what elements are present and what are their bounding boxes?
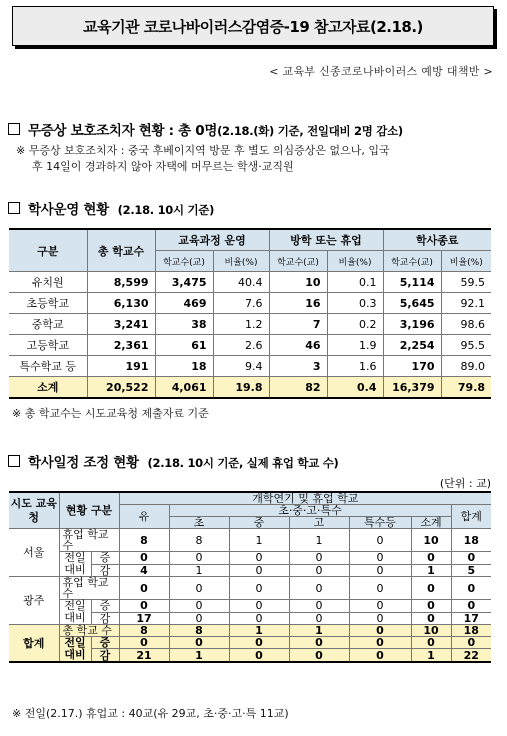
header-grand-total: 합계: [451, 505, 491, 529]
header-subtotal: 소계: [411, 517, 451, 529]
table-cell: 0: [229, 577, 289, 600]
header-k12: 초·중·고·특수: [169, 505, 451, 517]
header-ratio: 비율(%): [441, 251, 491, 272]
table-cell: 1: [169, 564, 229, 577]
checkbox-square-icon: [8, 123, 20, 135]
table-cell: 16: [269, 293, 327, 314]
table-row: [9, 529, 491, 552]
header-total: 총 학교수: [87, 229, 155, 272]
table-cell: 18: [451, 529, 491, 552]
source-label: < 교육부 신종코로나바이러스 예방 대책반 >: [269, 65, 493, 78]
table-row: [9, 577, 491, 600]
prev-label: 전일: [64, 551, 86, 564]
table-cell: 0: [349, 600, 411, 613]
section2-note: ※ 총 학교수는 시도교육청 제출자료 기준: [12, 407, 209, 420]
header-kinder: 유: [119, 505, 169, 529]
table-cell: 0: [289, 577, 349, 600]
table-cell: 1.6: [327, 356, 383, 377]
table-cell: 2,361: [87, 335, 155, 356]
table-cell: 61: [155, 335, 213, 356]
table-cell: 2.6: [213, 335, 269, 356]
table-cell: 0: [119, 637, 169, 649]
row-label: 유치원: [9, 272, 87, 293]
table-cell: 7: [269, 314, 327, 335]
prev-label: 전일: [64, 599, 86, 612]
header-vacation: 방학 또는 휴업: [269, 229, 383, 251]
table-cell: 469: [155, 293, 213, 314]
header-count: 학교수(교): [383, 251, 441, 272]
table-cell: 6,130: [87, 293, 155, 314]
table-cell: 0: [451, 637, 491, 649]
table-cell: 170: [383, 356, 441, 377]
header-ratio: 비율(%): [213, 251, 269, 272]
checkbox-square-icon: [8, 202, 20, 214]
table-cell: 0: [411, 637, 451, 649]
table-row: [9, 293, 491, 314]
table-cell: 0: [289, 612, 349, 625]
header-region: 시도 교육청: [9, 492, 59, 529]
header-status: 현황 구분: [59, 492, 119, 529]
table-cell: 2,254: [383, 335, 441, 356]
table-cell: 8,599: [87, 272, 155, 293]
row-label: 초등학교: [9, 293, 87, 314]
table-cell: 0: [119, 600, 169, 613]
table-cell: 1: [229, 529, 289, 552]
decrease-label: 감: [91, 564, 119, 577]
diff-label: 대비: [64, 563, 86, 576]
table-cell: 1: [289, 625, 349, 637]
table-cell: 0: [349, 529, 411, 552]
table-cell: 0: [119, 552, 169, 565]
table-cell: 0: [169, 612, 229, 625]
section3-note: ※ 전일(2.17.) 휴업교 : 40교(유 29교, 초·중·고·특 11교): [12, 707, 289, 720]
table-cell: 7.6: [213, 293, 269, 314]
region-label: 광주: [9, 577, 59, 625]
table-cell: 0: [169, 637, 229, 649]
table-cell: 0: [169, 600, 229, 613]
section1-note: ※ 무증상 보호조치자 : 중국 후베이지역 방문 후 별도 의심증상은 없으나, 입국 후 14일이 경과하지 않아 자택에 머무르는 학생·교직원: [16, 144, 390, 173]
table-cell: 0: [349, 625, 411, 637]
table-cell: 22: [451, 649, 491, 662]
table-row: [9, 335, 491, 356]
prev-day-label: [59, 600, 91, 625]
table-cell: 0: [411, 577, 451, 600]
header-high: 고: [289, 517, 349, 529]
table-cell: 18: [451, 625, 491, 637]
table-cell: 0: [289, 552, 349, 565]
table-cell: 1: [411, 564, 451, 577]
table-cell: 191: [87, 356, 155, 377]
table-cell: 0: [229, 552, 289, 565]
table-cell: 17: [451, 612, 491, 625]
table-cell: 0: [289, 564, 349, 577]
table-cell: 0: [289, 649, 349, 662]
status-label: 휴업 학교수: [59, 577, 119, 600]
prev-day-label: [59, 552, 91, 577]
header-count: 학교수(교): [155, 251, 213, 272]
table-row: [9, 600, 491, 613]
table-cell: 0.2: [327, 314, 383, 335]
table-cell: 0.1: [327, 272, 383, 293]
table-cell: 5,114: [383, 272, 441, 293]
table-cell: 4: [119, 564, 169, 577]
region-label: 합계: [9, 625, 59, 663]
table-cell: 18: [155, 356, 213, 377]
row-label: 특수학교 등: [9, 356, 87, 377]
table-cell: 0: [169, 577, 229, 600]
table-cell: 0: [229, 612, 289, 625]
table-cell: 0.3: [327, 293, 383, 314]
prev-label: 전일: [64, 636, 86, 649]
table-cell: 17: [119, 612, 169, 625]
section2-heading: 학사운영 현황 (2.18. 10시 기준): [8, 198, 214, 218]
table-cell: 3: [269, 356, 327, 377]
table-cell: 0: [411, 552, 451, 565]
table-cell: 3,475: [155, 272, 213, 293]
table-cell: 0: [349, 637, 411, 649]
region-label: 서울: [9, 529, 59, 577]
table-cell: 46: [269, 335, 327, 356]
table-cell: 0: [119, 577, 169, 600]
table-cell: 38: [155, 314, 213, 335]
header-curriculum: 교육과정 운영: [155, 229, 269, 251]
table-row: [9, 272, 491, 293]
table-cell: 10: [411, 529, 451, 552]
table-cell: 59.5: [441, 272, 491, 293]
table-cell: 0: [349, 612, 411, 625]
diff-label: 대비: [64, 611, 86, 624]
table-cell: 3,241: [87, 314, 155, 335]
section3-heading: 학사일정 조정 현황 (2.18. 10시 기준, 실제 휴업 학교 수): [8, 451, 338, 471]
header-count: 학교수(교): [269, 251, 327, 272]
table-cell: 1.9: [327, 335, 383, 356]
header-elem: 초: [169, 517, 229, 529]
table-cell: 40.4: [213, 272, 269, 293]
table-cell: 0: [349, 649, 411, 662]
table-cell: 0: [349, 552, 411, 565]
table-row: [9, 356, 491, 377]
row-label: 중학교: [9, 314, 87, 335]
table-cell: 98.6: [441, 314, 491, 335]
header-term-end: 학사종료: [383, 229, 491, 251]
prev-day-label: [59, 637, 91, 663]
table-cell: 10: [411, 625, 451, 637]
unit-label: (단위 : 교): [439, 477, 491, 490]
table-cell: 5,645: [383, 293, 441, 314]
table-cell: 8: [119, 529, 169, 552]
checkbox-square-icon: [8, 455, 20, 467]
page-title: 교육기관 코로나바이러스감염증-19 참고자료(2.18.): [12, 6, 494, 46]
decrease-label: 감: [91, 649, 119, 662]
table-cell: 8: [169, 529, 229, 552]
table-cell: 0: [451, 552, 491, 565]
table-cell: 92.1: [441, 293, 491, 314]
increase-label: 증: [91, 552, 119, 565]
table-cell: 0: [289, 600, 349, 613]
table-cell: 0: [229, 637, 289, 649]
table-cell: 1: [169, 649, 229, 662]
increase-label: 증: [91, 637, 119, 649]
header-category: 구분: [9, 229, 87, 272]
table-cell: 0: [349, 564, 411, 577]
table-cell: 10: [269, 272, 327, 293]
table-row: [9, 314, 491, 335]
table-cell: 0: [289, 637, 349, 649]
schedule-adjustment-table: [9, 491, 491, 663]
table-cell: 0: [169, 552, 229, 565]
table-cell: 1: [289, 529, 349, 552]
table-cell: 0: [349, 577, 411, 600]
header-ratio: 비율(%): [327, 251, 383, 272]
header-special: 특수등: [349, 517, 411, 529]
table-cell: 0: [451, 577, 491, 600]
diff-label: 대비: [64, 648, 86, 661]
table-cell: 3,196: [383, 314, 441, 335]
table-cell: 5: [451, 564, 491, 577]
section1-heading: 무증상 보호조치자 현황 : 총 0명(2.18.(화) 기준, 전일대비 2명 감소): [8, 119, 403, 139]
table-cell: 0: [229, 600, 289, 613]
decrease-label: 감: [91, 612, 119, 625]
table-cell: 89.0: [441, 356, 491, 377]
table-row: [9, 637, 491, 649]
table-cell: 0: [229, 649, 289, 662]
status-label: 휴업 학교수: [59, 529, 119, 552]
table-cell: 8: [169, 625, 229, 637]
table-cell: 0: [451, 600, 491, 613]
table-cell: 1.2: [213, 314, 269, 335]
table-row-total: 소계 20,522 4,061 19.8 82 0.4 16,379 79.8: [9, 377, 491, 399]
table-cell: 1: [411, 649, 451, 662]
table-cell: 0: [229, 564, 289, 577]
table-cell: 1: [229, 625, 289, 637]
table-cell: 21: [119, 649, 169, 662]
table-cell: 0: [411, 600, 451, 613]
table-cell: 95.5: [441, 335, 491, 356]
header-closed-schools: 개학연기 및 휴업 학교: [119, 492, 491, 505]
row-label: 고등학교: [9, 335, 87, 356]
school-operation-table: [9, 228, 491, 399]
table-row: [9, 552, 491, 565]
table-cell: 8: [119, 625, 169, 637]
table-row: [9, 625, 491, 637]
table-cell: 0: [411, 612, 451, 625]
header-middle: 중: [229, 517, 289, 529]
table-cell: 9.4: [213, 356, 269, 377]
increase-label: 증: [91, 600, 119, 613]
status-label: 총 학교 수: [59, 625, 119, 637]
